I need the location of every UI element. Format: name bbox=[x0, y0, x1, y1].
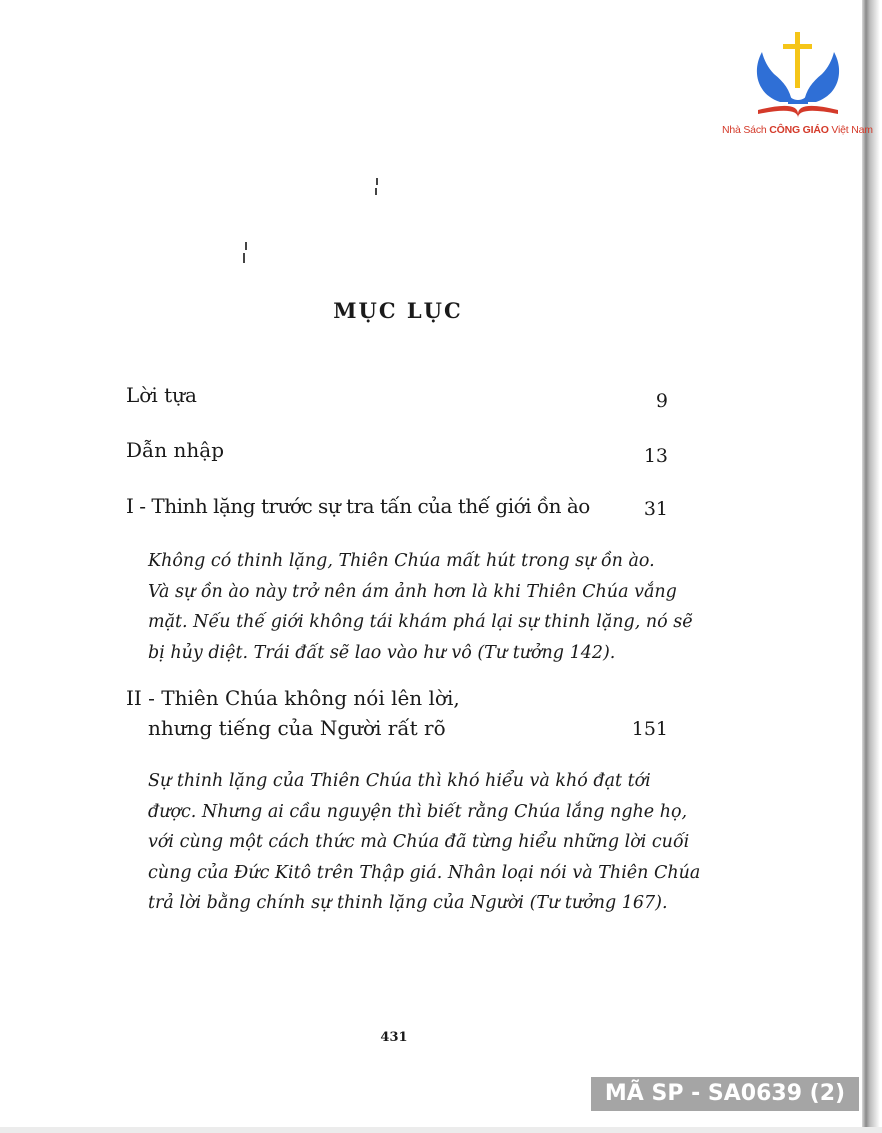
page-edge-shadow bbox=[862, 0, 882, 1133]
summary-line: được. Nhưng ai cầu nguyện thì biết rằng Chúa lắng nghe họ, bbox=[148, 801, 688, 822]
summary-line: cùng của Đức Kitô trên Thập giá. Nhân loại nói và Thiên Chúa bbox=[148, 862, 701, 883]
summary-line: trả lời bằng chính sự thinh lặng của Người (Tư tưởng 167). bbox=[148, 893, 668, 913]
chapter-summary bbox=[148, 766, 701, 919]
chapter-summary bbox=[148, 546, 693, 668]
summary-line: với cùng một cách thức mà Chúa đã từng hiểu những lời cuối bbox=[148, 832, 690, 852]
summary-line: mặt. Nếu thế giới không tái khám phá lại sự thinh lặng, nó sẽ bbox=[148, 612, 693, 632]
toc-entry-label: Dẫn nhập bbox=[126, 438, 225, 462]
toc-entry-page: 151 bbox=[631, 718, 668, 740]
summary-line: Không có thinh lặng, Thiên Chúa mất hút trong sự ồn ào. bbox=[148, 551, 655, 571]
page-number: 431 bbox=[380, 1030, 408, 1045]
publisher-name-prefix: Nhà Sách bbox=[722, 124, 770, 136]
cross-hands-book-icon bbox=[750, 30, 846, 122]
toc-entry-page: 31 bbox=[643, 498, 668, 520]
scan-speck bbox=[240, 240, 250, 268]
page-title: MỤC LỤC bbox=[333, 298, 463, 323]
summary-line: Sự thinh lặng của Thiên Chúa thì khó hiểu và khó đạt tới bbox=[148, 771, 651, 791]
summary-line: bị hủy diệt. Trái đất sẽ lao vào hư vô (Tư tưởng 142). bbox=[148, 642, 616, 663]
publisher-name-bold: CÔNG GIÁO bbox=[769, 124, 829, 136]
toc-entry-page: 13 bbox=[643, 445, 668, 467]
toc-entry-label: II - Thiên Chúa không nói lên lời, bbox=[126, 686, 460, 710]
scan-speck bbox=[372, 176, 382, 200]
publisher-logo bbox=[722, 30, 872, 140]
publisher-name-suffix: Việt Nam bbox=[828, 124, 873, 136]
toc-entry-label: I - Thinh lặng trước sự tra tấn của thế giới ồn ào bbox=[126, 494, 590, 518]
toc-entry-label-continued: nhưng tiếng của Người rất rõ bbox=[148, 716, 446, 740]
toc-entry-label: Lời tựa bbox=[126, 383, 197, 407]
summary-line: Và sự ồn ào này trở nên ám ảnh hơn là khi Thiên Chúa vắng bbox=[148, 581, 677, 602]
product-code-badge: MÃ SP - SA0639 (2) bbox=[591, 1077, 859, 1111]
page-bottom-edge bbox=[0, 1127, 882, 1133]
toc-entry-page: 9 bbox=[655, 390, 668, 412]
publisher-name bbox=[722, 124, 874, 136]
